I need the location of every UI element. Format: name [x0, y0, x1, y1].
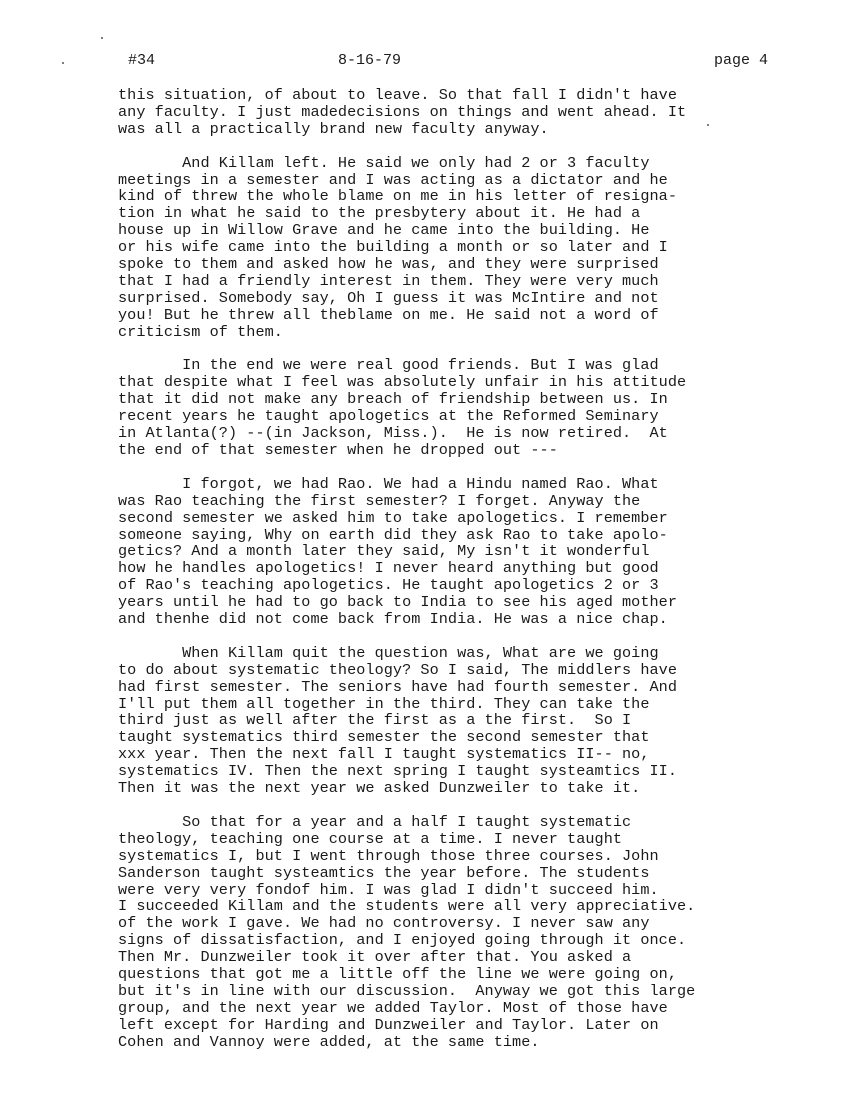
transcript-date: 8-16-79 [338, 52, 402, 69]
text-line: that it did not make any breach of friendship between us. In [118, 390, 668, 409]
text-line: of Rao's teaching apologetics. He taught apologetics 2 or 3 [118, 576, 659, 595]
text-line: years until he had to go back to India to see his aged mother [118, 593, 678, 612]
text-line: to do about systematic theology? So I said, The middlers have [118, 660, 678, 679]
text-line: surprised. Somebody say, Oh I guess it was McIntire and not [118, 288, 659, 307]
text-line: I succeeded Killam and the students were all very appreciative. [118, 897, 696, 916]
text-line: you! But he threw all theblame on me. He said not a word of [118, 305, 659, 324]
text-line: this situation, of about to leave. So that fall I didn't have [118, 86, 678, 104]
page-number: page 4 [713, 52, 768, 69]
text-line: xxx year. Then the next fall I taught systematics II-- no, [118, 745, 650, 764]
transcript-number: #34 [128, 52, 156, 69]
text-line: had first semester. The seniors have had fourth semester. And [118, 677, 678, 696]
text-line: signs of dissatisfaction, and I enjoyed going through it once. [118, 931, 687, 950]
text-line: systematics I, but I went through those three courses. John [118, 846, 659, 865]
text-line: left except for Harding and Dunzweiler and Taylor. Later on [118, 1015, 659, 1034]
text-line: were very very fondof him. I was glad I didn't succeed him. [118, 880, 659, 899]
text-line: but it's in line with our discussion. Anyway we got this large [118, 981, 696, 1000]
text-line: In the end we were real good friends. But I was glad [118, 356, 659, 375]
text-line: questions that got me a little off the line we were going on, [118, 965, 678, 984]
text-line: Cohen and Vannoy were added, at the same time. [118, 1032, 540, 1051]
text-line: So that for a year and a half I taught systematic [118, 812, 632, 831]
text-line: second semester we asked him to take apologetics. I remember [118, 508, 668, 527]
text-line: third just as well after the first as a the first. So I [118, 711, 632, 730]
paragraph [118, 814, 778, 1051]
text-line: that despite what I feel was absolutely unfair in his attitude [118, 373, 687, 392]
text-line: spoke to them and asked how he was, and they were surprised [118, 255, 659, 274]
text-line: the end of that semester when he dropped out --- [118, 441, 558, 459]
scan-speck [101, 37, 103, 39]
text-line: Sanderson taught systeamtics the year before. The students [118, 863, 650, 882]
text-line: criticism of them. [118, 322, 283, 341]
text-line: taught systematics third semester the second semester that [118, 728, 650, 747]
text-line: someone saying, Why on earth did they ask Rao to take apolo- [118, 525, 668, 544]
page-header [118, 52, 768, 72]
paragraph [118, 476, 778, 628]
paragraph [118, 357, 778, 458]
text-line: getics? And a month later they said, My isn't it wonderful [118, 542, 650, 561]
text-line: And Killam left. He said we only had 2 or 3 faculty [118, 153, 650, 172]
paragraph [118, 645, 778, 797]
text-line: meetings in a semester and I was acting as a dictator and he [118, 170, 668, 189]
text-line: I forgot, we had Rao. We had a Hindu named Rao. What [118, 474, 659, 493]
scan-speck [62, 62, 64, 64]
text-line: When Killam quit the question was, What are we going [118, 643, 659, 662]
text-line: house up in Willow Grave and he came into the building. He [118, 221, 650, 240]
text-line: any faculty. I just madedecisions on things and went ahead. It [118, 102, 687, 121]
text-line: was Rao teaching the first semester? I forget. Anyway the [118, 491, 641, 510]
paragraph [118, 87, 778, 138]
text-line: kind of threw the whole blame on me in his letter of resigna- [118, 187, 678, 206]
text-line: tion in what he said to the presbytery about it. He had a [118, 204, 641, 223]
text-line: I'll put them all together in the third. They can take the [118, 694, 650, 713]
text-line: and thenhe did not come back from India. He was a nice chap. [118, 610, 668, 629]
text-line: Then Mr. Dunzweiler took it over after that. You asked a [118, 948, 632, 967]
text-line: was all a practically brand new faculty anyway. [118, 119, 549, 138]
text-line: recent years he taught apologetics at the Reformed Seminary [118, 407, 659, 426]
text-line: of the work I gave. We had no controversy. I never saw any [118, 914, 650, 933]
document-body [118, 87, 778, 1067]
text-line: or his wife came into the building a month or so later and I [118, 238, 668, 257]
text-line: theology, teaching one course at a time. I never taught [118, 829, 623, 848]
text-line: in Atlanta(?) --(in Jackson, Miss.). He is now retired. At [118, 424, 668, 443]
text-line: Then it was the next year we asked Dunzweiler to take it. [118, 779, 641, 798]
text-line: that I had a friendly interest in them. They were very much [118, 271, 659, 290]
text-line: systematics IV. Then the next spring I taught systeamtics II. [118, 762, 678, 781]
paragraph [118, 155, 778, 341]
text-line: group, and the next year we added Taylor. Most of those have [118, 998, 668, 1017]
text-line: how he handles apologetics! I never heard anything but good [118, 559, 659, 578]
